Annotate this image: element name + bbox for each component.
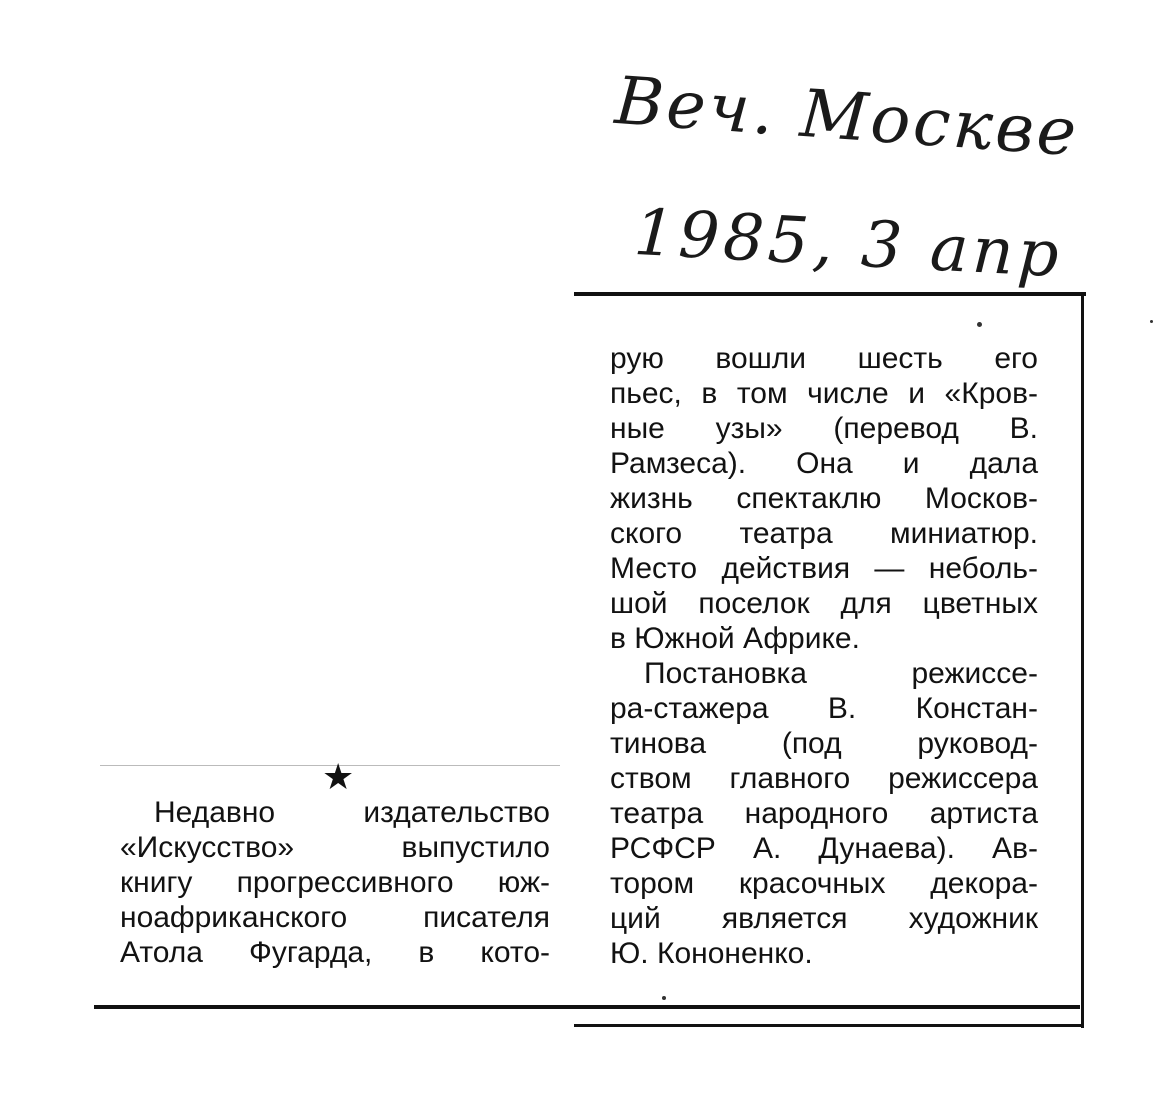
- article-line: рую вошли шесть его: [610, 342, 1038, 375]
- article-line: книгу прогрессивного юж-: [120, 866, 550, 899]
- star-icon: ★: [322, 757, 355, 798]
- clipping-top-border: [574, 292, 1086, 296]
- article-line: театра народного артиста: [610, 797, 1038, 830]
- article-line: пьес, в том числе и «Кров-: [610, 377, 1038, 410]
- article-line: жизнь спектаклю Москов-: [610, 482, 1038, 515]
- article-left-column: [120, 795, 550, 970]
- article-line: Ю. Кононенко.: [610, 937, 813, 970]
- article-line: «Искусство» выпустило: [120, 831, 550, 864]
- clipping-bottom-border-inner: [574, 1024, 1082, 1027]
- scan-speck: [662, 996, 666, 1000]
- clipping-right-border: [1081, 294, 1084, 1028]
- article-line: Место действия — неболь-: [610, 552, 1038, 585]
- article-line: ством главного режиссера: [610, 762, 1038, 795]
- article-line: РСФСР А. Дунаева). Ав-: [610, 832, 1038, 865]
- article-line: тинова (под руковод-: [610, 727, 1038, 760]
- handwritten-date-note: 1985, 3 апр: [632, 196, 1065, 293]
- article-line: шой поселок для цветных: [610, 587, 1038, 620]
- article-line: в Южной Африке.: [610, 622, 860, 655]
- article-right-column: [610, 341, 1038, 971]
- article-line: Атола Фугарда, в кото-: [120, 936, 550, 969]
- article-line: ные узы» (перевод В.: [610, 412, 1038, 445]
- article-line: ра-стажера В. Констан-: [610, 692, 1038, 725]
- scan-speck: [977, 322, 982, 327]
- article-line: Постановка режиссе-: [644, 657, 1038, 690]
- article-line: ского театра миниатюр.: [610, 517, 1038, 550]
- scan-speck: [1150, 320, 1153, 323]
- article-line: Недавно издательство: [154, 796, 550, 829]
- clipping-bottom-border: [94, 1005, 1080, 1009]
- article-line: тором красочных декора-: [610, 867, 1038, 900]
- handwritten-source-note: Веч. Москве: [612, 62, 1082, 172]
- article-line: Рамзеса). Она и дала: [610, 447, 1038, 480]
- article-line: ций является художник: [610, 902, 1038, 935]
- article-line: ноафриканского писателя: [120, 901, 550, 934]
